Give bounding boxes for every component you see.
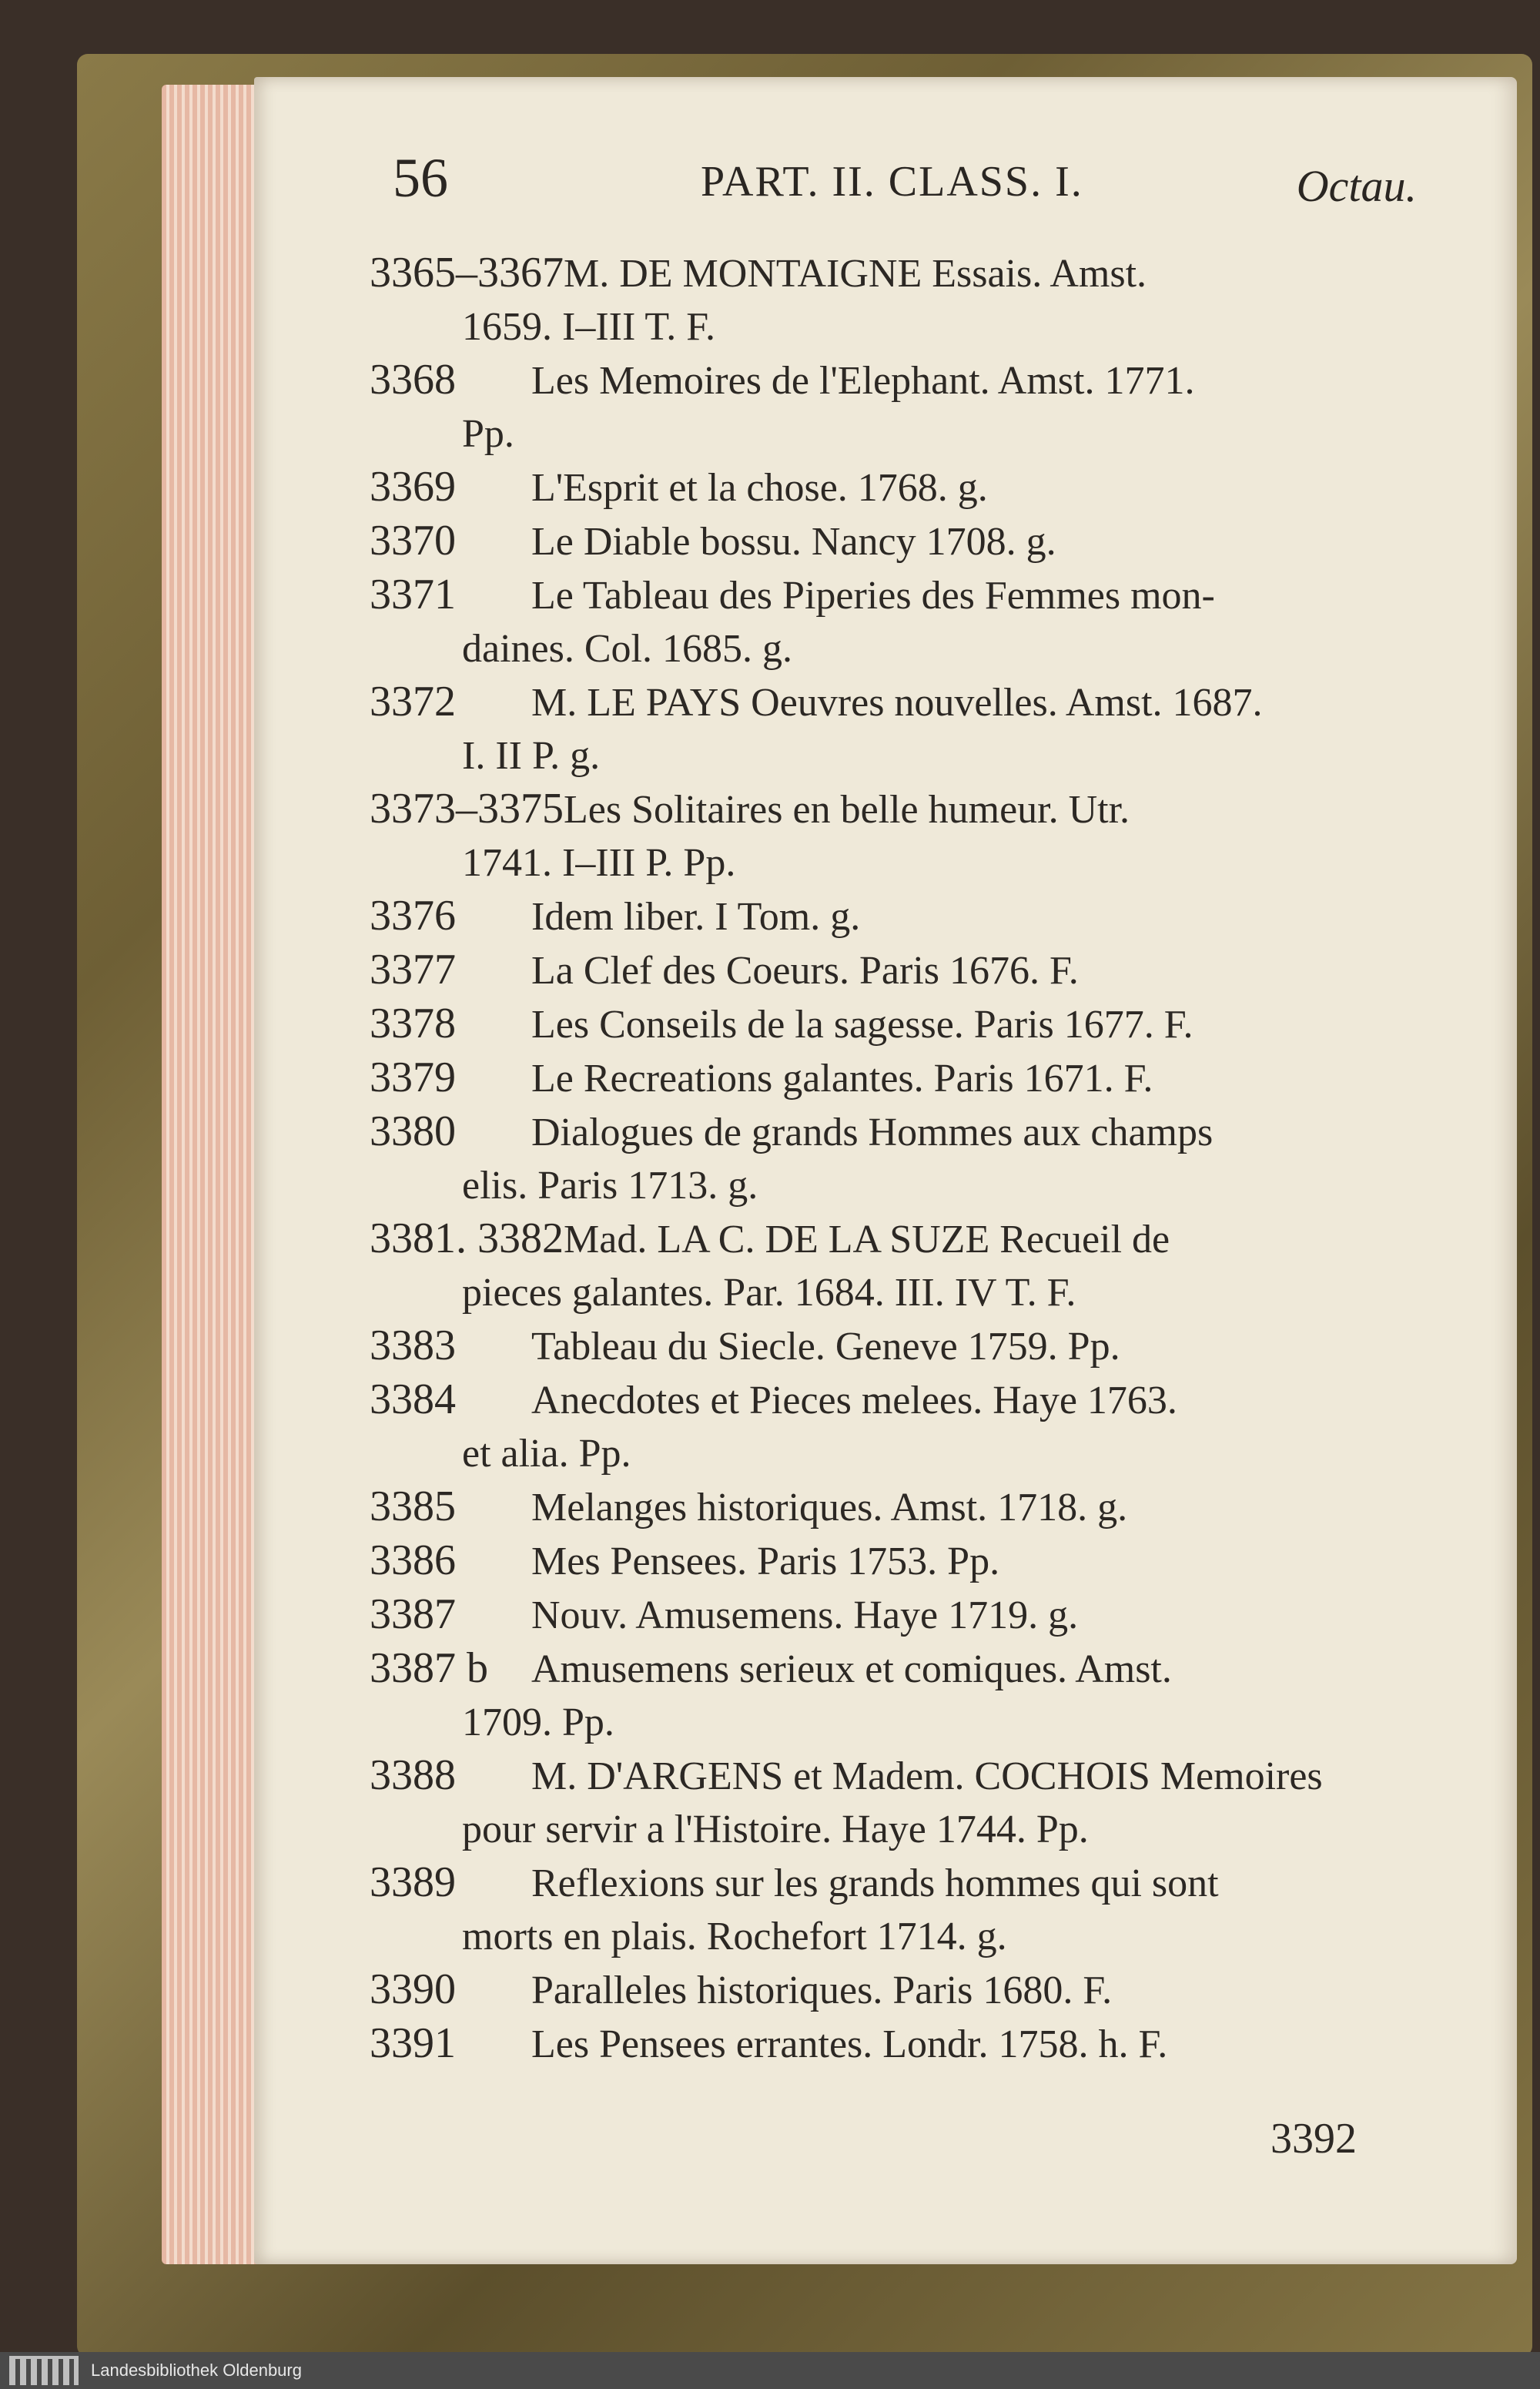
page-number: 56	[393, 147, 448, 209]
entry-number: 3368	[370, 356, 456, 404]
footer-library-name: Landesbibliothek Oldenburg	[91, 2361, 302, 2380]
entry-continuation: 1659. I–III T. F.	[462, 305, 715, 349]
entry-number: 3369	[370, 463, 456, 511]
catalog-entry	[370, 1051, 1424, 1105]
entry-text: Dialogues de grands Hommes aux champs	[531, 1111, 1214, 1154]
library-logo-icon	[9, 2356, 79, 2385]
entry-number: 3373–3375	[370, 785, 564, 833]
entry-text: Le Recreations galantes. Paris 1671. F.	[531, 1057, 1153, 1101]
running-head: PART. II. CLASS. I.	[701, 158, 1083, 206]
entry-number: 3376	[370, 892, 456, 940]
catalog-entry	[370, 353, 1424, 461]
entry-text: Reflexions sur les grands hommes qui sont	[531, 1861, 1219, 1905]
catalog-entry	[370, 782, 1424, 890]
entry-number: 3383	[370, 1322, 456, 1369]
catalog-entry	[370, 1319, 1424, 1373]
catalog-entry	[370, 1856, 1424, 1963]
catalog-entry	[370, 1212, 1424, 1319]
page-header	[393, 139, 1417, 223]
entry-number: 3384	[370, 1375, 456, 1423]
catalog-entries	[370, 246, 1424, 2071]
entry-continuation: et alia. Pp.	[462, 1432, 631, 1476]
entry-text: Amusemens serieux et comiques. Amst.	[531, 1647, 1172, 1691]
entry-number: 3380	[370, 1107, 456, 1155]
section-label: Octau.	[1296, 161, 1417, 211]
entry-continuation: pour servir a l'Histoire. Haye 1744. Pp.	[462, 1808, 1089, 1851]
entry-text: M. LE PAYS Oeuvres nouvelles. Amst. 1687.	[531, 681, 1263, 725]
catalog-entry	[370, 1642, 1424, 1749]
catalog-entry	[370, 2017, 1424, 2071]
entry-text: Les Memoires de l'Elephant. Amst. 1771.	[531, 359, 1195, 403]
entry-text: Les Solitaires en belle humeur. Utr.	[564, 788, 1130, 832]
entry-text: Le Tableau des Piperies des Femmes mon-	[531, 574, 1215, 618]
entry-continuation: daines. Col. 1685. g.	[462, 627, 792, 671]
catalog-entry	[370, 514, 1424, 568]
catalog-entry	[370, 1373, 1424, 1480]
entry-number: 3371	[370, 571, 456, 618]
entry-continuation: elis. Paris 1713. g.	[462, 1164, 758, 1208]
entry-text: M. DE MONTAIGNE Essais. Amst.	[564, 252, 1147, 296]
catalog-entry	[370, 1588, 1424, 1642]
entry-continuation: 1709. Pp.	[462, 1700, 614, 1744]
entry-text: Les Pensees errantes. Londr. 1758. h. F.	[531, 2022, 1168, 2066]
entry-text: Les Conseils de la sagesse. Paris 1677. F.	[531, 1003, 1194, 1047]
entry-number: 3385	[370, 1483, 456, 1530]
entry-text: Paralleles historiques. Paris 1680. F.	[531, 1968, 1113, 2012]
catalog-entry	[370, 1105, 1424, 1212]
entry-continuation: I. II P. g.	[462, 734, 601, 778]
catalog-entry	[370, 997, 1424, 1051]
entry-text: La Clef des Coeurs. Paris 1676. F.	[531, 949, 1079, 993]
catalog-entry	[370, 1749, 1424, 1856]
entry-number: 3365–3367	[370, 249, 564, 297]
entry-number: 3370	[370, 517, 456, 565]
entry-text: Anecdotes et Pieces melees. Haye 1763.	[531, 1379, 1177, 1422]
entry-text: Idem liber. I Tom. g.	[531, 895, 861, 939]
catchword: 3392	[1270, 2115, 1357, 2163]
catalog-entry	[370, 675, 1424, 782]
entry-number: 3379	[370, 1054, 456, 1101]
entry-number: 3388	[370, 1751, 456, 1799]
catalog-entry	[370, 568, 1424, 675]
footer-bar	[0, 2352, 1540, 2389]
catalog-entry	[370, 1480, 1424, 1534]
entry-number: 3372	[370, 678, 456, 725]
entry-text: Mad. LA C. DE LA SUZE Recueil de	[564, 1218, 1170, 1262]
entry-number: 3378	[370, 1000, 456, 1047]
catalog-entry	[370, 246, 1424, 353]
entry-continuation: Pp.	[462, 412, 514, 456]
entry-text: Tableau du Siecle. Geneve 1759. Pp.	[531, 1325, 1120, 1369]
entry-number: 3389	[370, 1858, 456, 1906]
catalog-entry	[370, 1534, 1424, 1588]
entry-text: Mes Pensees. Paris 1753. Pp.	[531, 1540, 1000, 1583]
entry-number: 3381. 3382	[370, 1215, 564, 1262]
catalog-entry	[370, 943, 1424, 997]
entry-continuation: 1741. I–III P. Pp.	[462, 841, 736, 885]
entry-text: Le Diable bossu. Nancy 1708. g.	[531, 520, 1056, 564]
catalog-entry	[370, 461, 1424, 514]
entry-continuation: pieces galantes. Par. 1684. III. IV T. F.	[462, 1271, 1076, 1315]
entry-number: 3377	[370, 946, 456, 993]
entry-text: L'Esprit et la chose. 1768. g.	[531, 466, 988, 510]
entry-number: 3390	[370, 1965, 456, 2013]
entry-text: M. D'ARGENS et Madem. COCHOIS Memoires	[531, 1754, 1323, 1798]
entry-number: 3386	[370, 1536, 456, 1584]
entry-text: Melanges historiques. Amst. 1718. g.	[531, 1486, 1128, 1530]
entry-number: 3387 b	[370, 1644, 488, 1692]
catalog-entry	[370, 1963, 1424, 2017]
entry-number: 3387	[370, 1590, 456, 1638]
entry-text: Nouv. Amusemens. Haye 1719. g.	[531, 1593, 1079, 1637]
entry-number: 3391	[370, 2019, 456, 2067]
catalog-entry	[370, 890, 1424, 943]
entry-continuation: morts en plais. Rochefort 1714. g.	[462, 1915, 1007, 1958]
